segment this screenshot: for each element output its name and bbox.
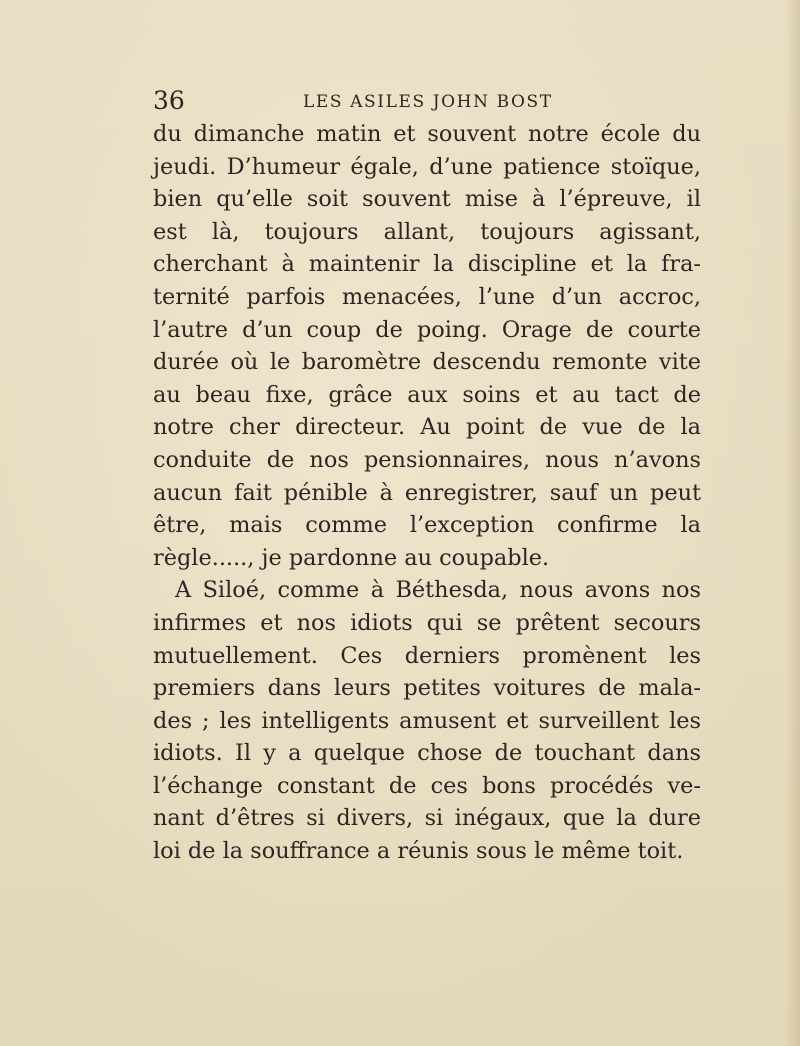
text-line: l’autre d’un coup de poing. Orage de courte xyxy=(153,316,701,343)
text-line: nant d’êtres si divers, si inégaux, que la dure xyxy=(153,805,701,832)
text-line: aucun fait pénible à enregistrer, sauf un peut xyxy=(153,479,701,506)
text-line: bien qu’elle soit souvent mise à l’épreuve, il xyxy=(153,186,701,213)
running-title: LES ASILES JOHN BOST xyxy=(303,92,553,112)
text-line: loi de la souffrance a réunis sous le même toit. xyxy=(153,838,684,865)
text-line: idiots. Il y a quelque chose de touchant dans xyxy=(153,740,701,767)
text-line: jeudi. D’humeur égale, d’une patience stoïque, xyxy=(153,153,701,180)
text-line: au beau fixe, grâce aux soins et au tact de xyxy=(153,381,701,408)
text-line: conduite de nos pensionnaires, nous n’avons xyxy=(153,446,701,473)
text-line: infirmes et nos idiots qui se prêtent secours xyxy=(153,609,701,636)
text-line: premiers dans leurs petites voitures de mala- xyxy=(153,675,701,702)
text-line: mutuellement. Ces derniers promènent les xyxy=(153,642,701,669)
text-line: être, mais comme l’exception confirme la xyxy=(153,512,701,539)
text-line: règle....., je pardonne au coupable. xyxy=(153,544,550,571)
text-line: est là, toujours allant, toujours agissant, xyxy=(153,218,701,245)
text-line: l’échange constant de ces bons procédés ve- xyxy=(153,772,701,799)
page-edge-shadow xyxy=(786,0,800,1046)
running-head xyxy=(153,86,701,116)
text-line: durée où le baromètre descendu remonte vite xyxy=(153,349,701,376)
page-number: 36 xyxy=(153,86,185,115)
text-line: notre cher directeur. Au point de vue de la xyxy=(153,414,701,441)
text-line: ternité parfois menacées, l’une d’un accroc, xyxy=(153,283,701,310)
text-line: des ; les intelligents amusent et surveillent les xyxy=(153,707,701,734)
body-text xyxy=(153,118,701,868)
text-line: cherchant à maintenir la discipline et la fra- xyxy=(153,251,701,278)
text-line: A Siloé, comme à Béthesda, nous avons nos xyxy=(175,577,701,604)
text-line: du dimanche matin et souvent notre école du xyxy=(153,121,701,147)
